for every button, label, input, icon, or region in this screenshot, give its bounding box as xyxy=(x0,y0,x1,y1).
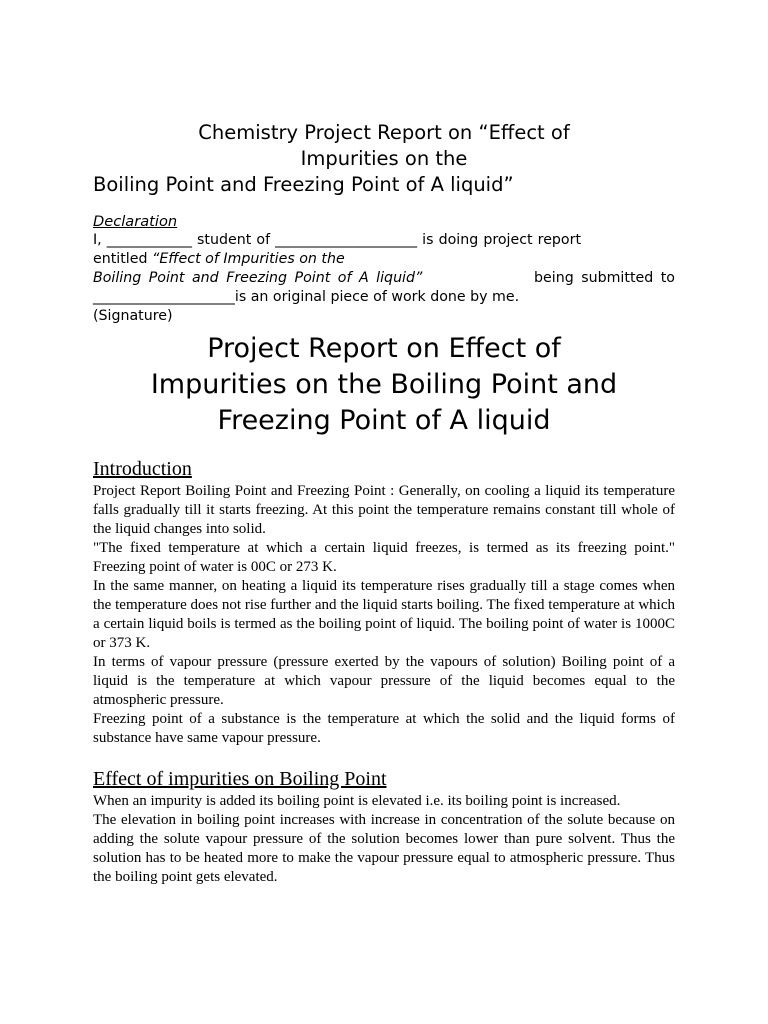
declaration-heading: Declaration xyxy=(93,213,178,230)
report-heading-line: Freezing Point of A liquid xyxy=(217,405,551,436)
declaration-line xyxy=(93,231,675,250)
report-heading xyxy=(93,331,675,439)
declaration-line xyxy=(93,250,675,269)
paragraph: Freezing point of a substance is the temperature at which the solid and the liquid forms of substance have same vapour pressure. xyxy=(93,711,675,746)
paragraph: In terms of vapour pressure (pressure exerted by the vapours of solution) Boiling point of a liquid is the temperature at which vapour pressure of the liquid becomes equal to the atmospheric pressure. xyxy=(93,654,675,708)
report-heading-line: Impurities on the Boiling Point and xyxy=(150,369,618,400)
declaration-line xyxy=(93,269,675,288)
boiling-point-heading: Effect of impurities on Boiling Point xyxy=(93,768,387,790)
paragraph: In the same manner, on heating a liquid its temperature rises gradually till a stage comes when the temperature does not rise further and the liquid starts boiling. The fixed temperature at which a certain liquid boils is termed as the boiling point of liquid. The boiling point of water is 1000C or 373 K. xyxy=(93,578,675,651)
title-line: Chemistry Project Report on “Effect of xyxy=(198,121,570,144)
signature-label: (Signature) xyxy=(93,308,173,324)
title-line: Impurities on the xyxy=(300,147,468,170)
declaration-text: ____________________is an original piece of work done by me. xyxy=(93,289,520,305)
title-line: Boiling Point and Freezing Point of A liquid” xyxy=(93,173,514,196)
declaration-line xyxy=(93,288,675,307)
document-page xyxy=(93,120,675,887)
document-title xyxy=(93,120,675,198)
declaration-report-title: Boiling Point and Freezing Point of A liquid” xyxy=(93,270,423,286)
declaration-block xyxy=(93,212,675,326)
introduction-heading: Introduction xyxy=(93,458,192,480)
boiling-point-section xyxy=(93,792,675,887)
declaration-report-title: “Effect of Impurities on the xyxy=(151,251,345,267)
paragraph: When an impurity is added its boiling point is elevated i.e. its boiling point is increased. xyxy=(93,793,621,809)
paragraph: The elevation in boiling point increases with increase in concentration of the solute because on adding the solute vapour pressure of the solution becomes lower than pure solvent. Thus the solution has to be heated more to make the vapour pressure equal to atmospheric pressure. Thus the boiling point gets elevated. xyxy=(93,812,675,885)
declaration-text: I, ____________ student of ____________________ is doing project report xyxy=(93,232,582,248)
paragraph: "The fixed temperature at which a certain liquid freezes, is termed as its freezing point." Freezing point of water is 00C or 273 K. xyxy=(93,540,675,575)
introduction-section xyxy=(93,482,675,748)
declaration-text: entitled xyxy=(93,251,152,267)
declaration-text: being submitted to xyxy=(526,270,675,286)
paragraph: Project Report Boiling Point and Freezing Point : Generally, on cooling a liquid its temperature falls gradually till it starts freezing. At this point the temperature remains constant till whole of the liquid changes into solid. xyxy=(93,483,675,537)
report-heading-line: Project Report on Effect of xyxy=(207,333,561,364)
